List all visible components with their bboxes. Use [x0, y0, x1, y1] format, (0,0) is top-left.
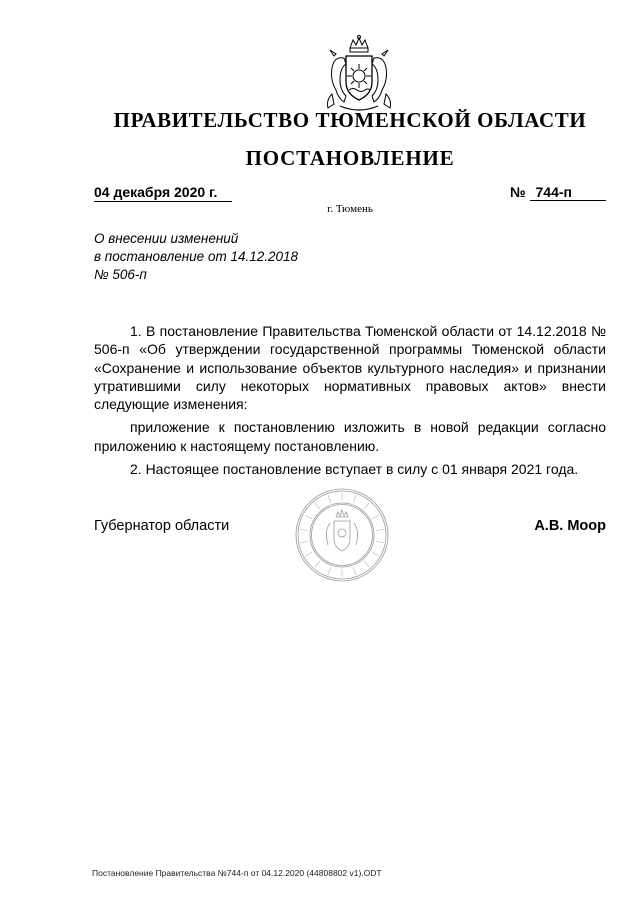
paragraph: приложение к постановлению изложить в новой редакции согласно приложению к настоящему постановлению.: [94, 419, 606, 454]
document-body: [94, 322, 606, 483]
signatory-name: А.В. Моор: [534, 518, 606, 534]
number-value: 744-п: [530, 184, 606, 201]
document-type: ПОСТАНОВЛЕНИЕ: [245, 146, 455, 170]
subject-line: № 506-п: [94, 267, 147, 282]
document-number: [510, 184, 606, 201]
signature-row: [94, 518, 606, 538]
subject-line: в постановление от 14.12.2018: [94, 249, 299, 264]
signatory-position: Губернатор области: [94, 518, 230, 534]
subject-line: О внесении изменений: [94, 231, 239, 246]
government-title: ПРАВИТЕЛЬСТВО ТЮМЕНСКОЙ ОБЛАСТИ: [113, 108, 587, 132]
subject-block: [94, 230, 394, 284]
paragraph: 2. Настоящее постановление вступает в силу с 01 января 2021 года.: [130, 461, 579, 478]
document-date: 04 декабря 2020 г.: [94, 184, 232, 202]
coat-of-arms-icon: [318, 34, 400, 116]
document-footer: Постановление Правительства №744-п от 04.12.2020 (44808802 v1).ODT: [92, 868, 382, 878]
number-label: №: [510, 184, 526, 200]
paragraph: 1. В постановление Правительства Тюменской области от 14.12.2018 № 506-п «Об утверждении государственной программы Тюменской области «Сохранение и использование объектов культурного наследия» и признании утратившими силу некоторых нормативных правовых актов» внести следующие изменения:: [94, 323, 606, 413]
city-label: г. Тюмень: [327, 203, 373, 215]
